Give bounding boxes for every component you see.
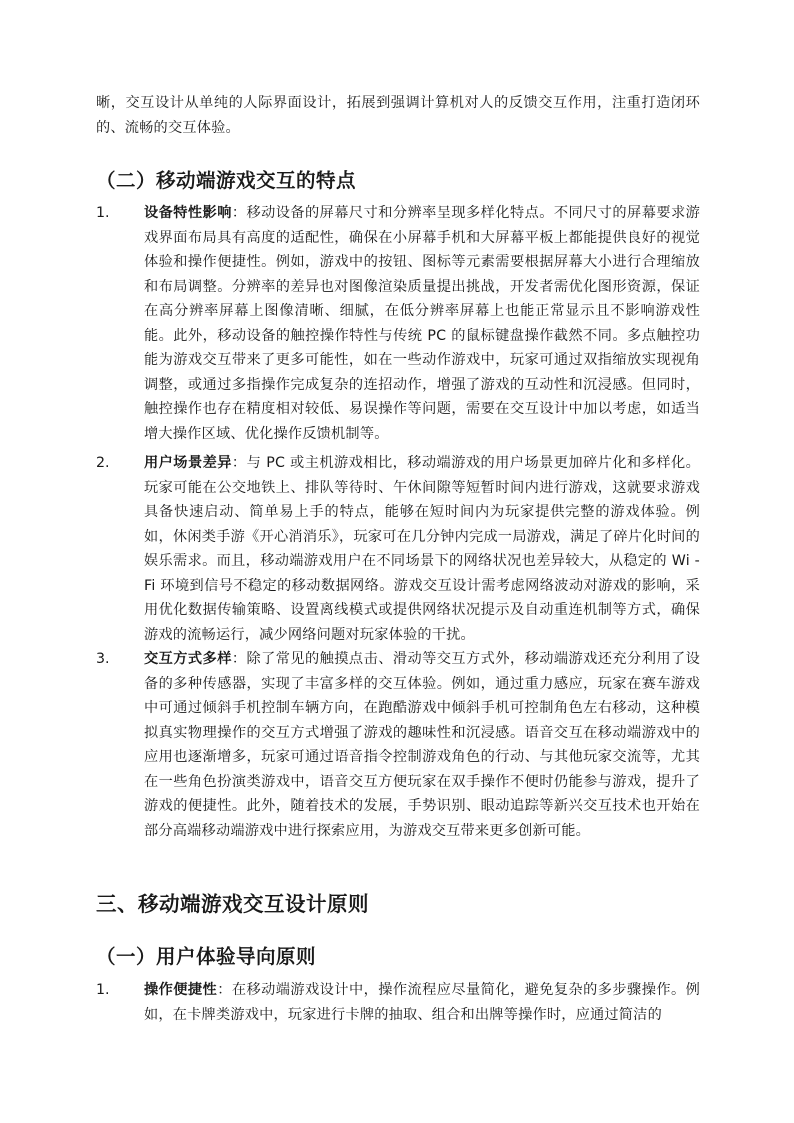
feature-item-1: [96, 201, 700, 446]
feature-text: 除了常见的触摸点击、滑动等交互方式外，移动端游戏还充分利用了设备的多种传感器，实现了丰富多样的交互体验。例如，通过重力感应，玩家在赛车游戏中可通过倾斜手机控制车辆方向，在跑酷游戏中倾斜手机可控制角色左右移动，这种模拟真实物理操作的交互方式增强了游戏的趣味性和沉浸感。语音交互在移动端游戏中的应用也逐渐增多，玩家可通过语音指令控制游戏角色的行动、与其他玩家交流等，尤其在一些角色扮演类游戏中，语音交互方便玩家在双手操作不便时仍能参与游戏，提升了游戏的便捷性。此外，随着技术的发展，手势识别、眼动追踪等新兴交互技术也开始在部分高端移动端游戏中进行探索应用，为游戏交互带来更多创新可能。: [144, 651, 700, 839]
principle-separator: ：: [217, 982, 232, 998]
feature-number: 1.: [96, 205, 110, 221]
feature-text: 与 PC 或主机游戏相比，移动端游戏的用户场景更加碎片化和多样化。玩家可能在公交地铁上、排队等待时、午休间隙等短暂时间内进行游戏，这就要求游戏具备快速启动、简单易上手的特点，能够在短时间内为玩家提供完整的游戏体验。例如，休闲类手游《开心消消乐》，玩家可在几分钟内完成一局游戏，满足了碎片化时间的娱乐需求。而且，移动端游戏用户在不同场景下的网络状况也差异较大，从稳定的 Wi - Fi 环境到信号不稳定的移动数据网络。游戏交互设计需考虑网络波动对游戏的影响，采用优化数据传输策略、设置离线模式或提供网络状况提示及自动重连机制等方式，确保游戏的流畅运行，减少网络问题对玩家体验的干扰。: [144, 455, 701, 643]
chapter-3-heading: 三、移动端游戏交互设计原则: [96, 892, 369, 916]
section-3-1-heading: （一）用户体验导向原则: [96, 945, 317, 968]
feature-term: 用户场景差异: [144, 455, 232, 471]
feature-item-2: [96, 451, 700, 647]
intro-paragraph: 晰，交互设计从单纯的人际界面设计，拓展到强调计算机对人的反馈交互作用，注重打造闭环的、流畅的交互体验。: [96, 95, 700, 136]
feature-term: 设备特性影响: [144, 205, 232, 221]
feature-number: 2.: [96, 455, 110, 471]
principle-item-1: [96, 978, 700, 1027]
feature-separator: ：: [231, 205, 247, 221]
principle-term: 操作便捷性: [144, 982, 218, 998]
feature-separator: ：: [231, 455, 247, 471]
section-2-heading: （二）移动端游戏交互的特点: [96, 169, 357, 192]
feature-number: 3.: [96, 651, 110, 667]
principle-number: 1.: [96, 982, 110, 998]
principle-text: 在移动端游戏设计中，操作流程应尽量简化，避免复杂的多步骤操作。例如，在卡牌类游戏中，玩家进行卡牌的抽取、组合和出牌等操作时，应通过简洁的: [144, 982, 700, 1023]
feature-text: 移动设备的屏幕尺寸和分辨率呈现多样化特点。不同尺寸的屏幕要求游戏界面布局具有高度的适配性，确保在小屏幕手机和大屏幕平板上都能提供良好的视觉体验和操作便捷性。例如，游戏中的按钮、图标等元素需要根据屏幕大小进行合理缩放和布局调整。分辨率的差异也对图像渲染质量提出挑战，开发者需优化图形资源，保证在高分辨率屏幕上图像清晰、细腻，在低分辨率屏幕上也能正常显示且不影响游戏性能。此外，移动设备的触控操作特性与传统 PC 的鼠标键盘操作截然不同。多点触控功能为游戏交互带来了更多可能性，如在一些动作游戏中，玩家可通过双指缩放实现视角调整，或通过多指操作完成复杂的连招动作，增强了游戏的互动性和沉浸感。但同时，触控操作也存在精度相对较低、易误操作等问题，需要在交互设计中加以考虑，如适当增大操作区域、优化操作反馈机制等。: [144, 205, 700, 442]
feature-separator: ：: [231, 651, 247, 667]
feature-term: 交互方式多样: [144, 651, 232, 667]
feature-item-3: [96, 647, 700, 843]
